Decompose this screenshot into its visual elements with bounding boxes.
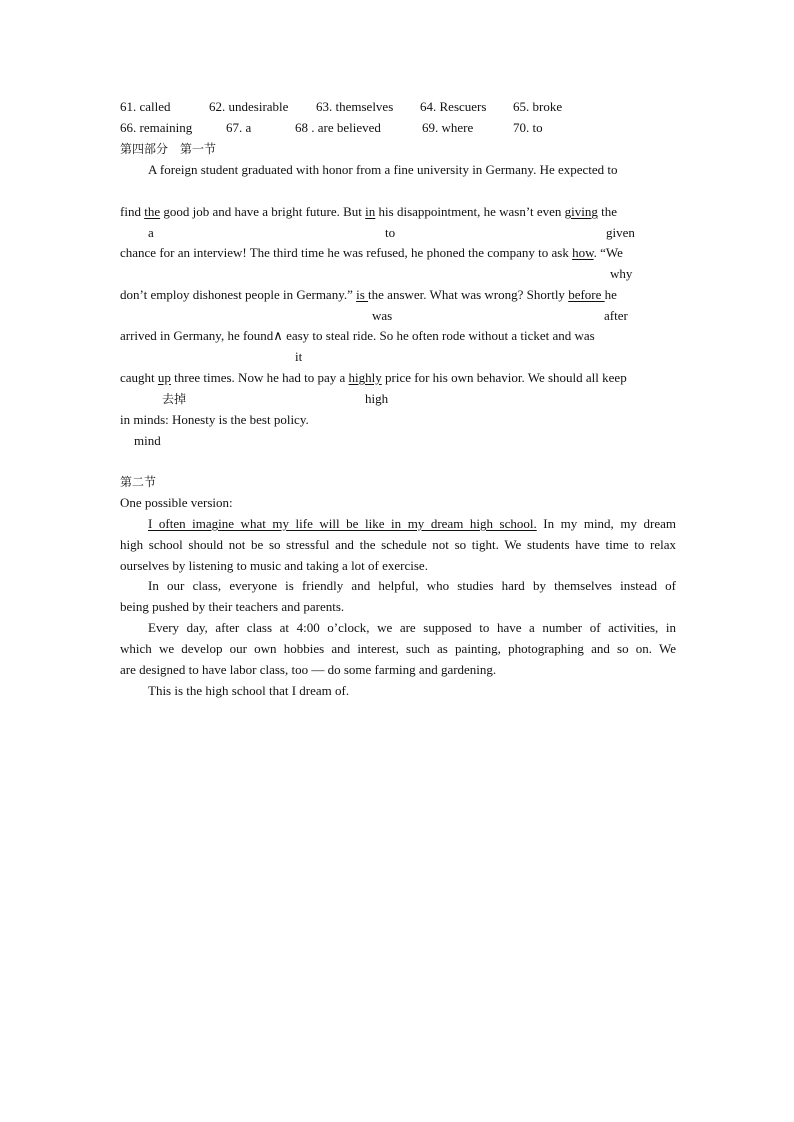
correction-line-6: caught up three times. Now he had to pay a highly price for his own behavior. We should all keep bbox=[120, 370, 627, 385]
answer-70: 70. to bbox=[513, 120, 543, 135]
error-word: up bbox=[157, 370, 171, 385]
essay-topic-sentence: I often imagine what my life will be like in my dream high school. bbox=[148, 516, 537, 531]
correction-line-7: in minds: Honesty is the best policy. bbox=[120, 412, 309, 427]
error-word: highly bbox=[348, 370, 382, 385]
correction-line-4: don’t employ dishonest people in Germany.” is the answer. What was wrong? Shortly before he bbox=[120, 287, 617, 302]
error-word: is bbox=[356, 287, 369, 302]
correction-fix: it bbox=[295, 349, 303, 364]
correction-fix: why bbox=[610, 266, 633, 281]
answer-62: 62. undesirable bbox=[209, 99, 289, 114]
answer-65: 65. broke bbox=[513, 99, 563, 114]
correction-line-5: arrived in Germany, he found∧ easy to steal ride. So he often rode without a ticket and was bbox=[120, 328, 595, 343]
answer-66: 66. remaining bbox=[120, 120, 193, 135]
error-word: in bbox=[365, 204, 376, 219]
answer-68: 68 . are believed bbox=[295, 120, 381, 135]
essay-line: are designed to have labor class, too — do some farming and gardening. bbox=[120, 662, 497, 677]
correction-fix: 去掉 bbox=[162, 392, 187, 406]
correction-fix: a bbox=[148, 225, 154, 240]
error-word: giving bbox=[564, 204, 598, 219]
essay-line: high school should not be so stressful and the schedule not so tight. We students have time to relax bbox=[120, 537, 676, 552]
section2-heading: 第二节 bbox=[120, 475, 157, 489]
correction-fix: high bbox=[365, 391, 389, 406]
correction-fix: mind bbox=[134, 433, 161, 448]
insert-caret: ∧ bbox=[273, 328, 283, 343]
essay-line: being pushed by their teachers and parents. bbox=[120, 599, 345, 614]
correction-line-1: A foreign student graduated with honor from a fine university in Germany. He expected to bbox=[148, 162, 618, 177]
essay-line: This is the high school that I dream of. bbox=[148, 683, 350, 698]
answer-69: 69. where bbox=[422, 120, 474, 135]
answer-61: 61. called bbox=[120, 99, 171, 114]
section4-heading: 第四部分 第一节 bbox=[120, 142, 217, 156]
correction-line-3: chance for an interview! The third time he was refused, he phoned the company to ask how. “We bbox=[120, 245, 623, 260]
version-label: One possible version: bbox=[120, 495, 233, 510]
correction-fix: after bbox=[604, 308, 628, 323]
essay-line: Every day, after class at 4:00 o’clock, we are supposed to have a number of activities, in bbox=[148, 620, 676, 635]
error-word: before bbox=[568, 287, 605, 302]
answer-67: 67. a bbox=[226, 120, 252, 135]
essay-line: which we develop our own hobbies and interest, such as painting, photographing and so on. We bbox=[120, 641, 676, 656]
correction-fix: was bbox=[372, 308, 393, 323]
error-word: how bbox=[572, 245, 594, 260]
correction-fix: given bbox=[606, 225, 635, 240]
essay-line: ourselves by listening to music and taking a lot of exercise. bbox=[120, 558, 428, 573]
correction-line-2: find the good job and have a bright future. But in his disappointment, he wasn’t even giving the bbox=[120, 204, 617, 219]
error-word: the bbox=[144, 204, 161, 219]
answer-63: 63. themselves bbox=[316, 99, 394, 114]
answer-64: 64. Rescuers bbox=[420, 99, 487, 114]
essay-line: I often imagine what my life will be like in my dream high school. In my mind, my dream bbox=[148, 516, 676, 531]
essay-line: In our class, everyone is friendly and helpful, who studies hard by themselves instead of bbox=[148, 578, 676, 593]
correction-fix: to bbox=[385, 225, 396, 240]
